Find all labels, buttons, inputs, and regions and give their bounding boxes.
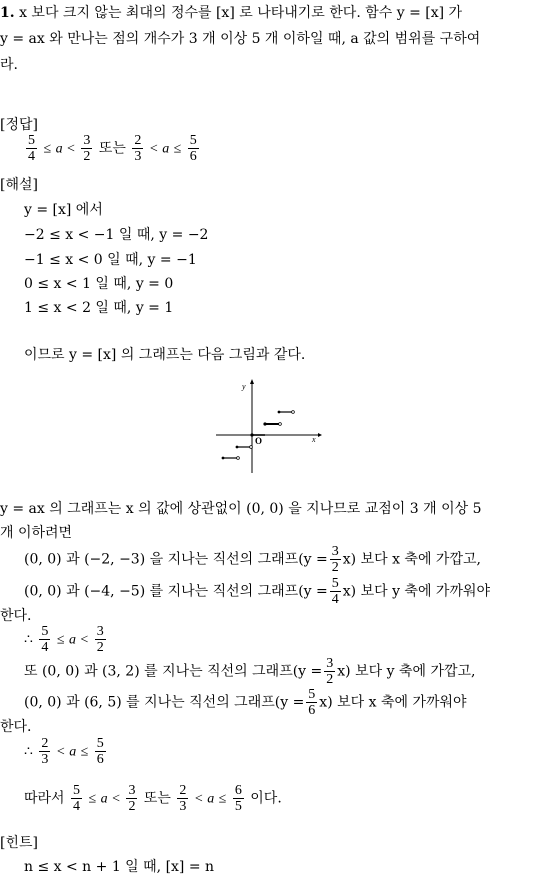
condition-line-2: (0, 0) 과 (−4, −5) 를 지나는 직선의 그래프(y = $\frac{5}{4}$ x) 보다 y 축에 가까워야 xyxy=(24,576,491,607)
problem-line-3: 라. xyxy=(0,57,18,73)
y-axis-label: y xyxy=(242,382,246,391)
x-axis-arrow xyxy=(318,433,322,437)
hint-text: n ≤ x < n + 1 일 때, [x] = n xyxy=(24,859,215,875)
condition-line-3: 또 (0, 0) 과 (3, 2) 를 지나는 직선의 그래프(y = $\frac{3}{2}$ x) 보다 y 축에 가깝고, xyxy=(24,656,476,687)
fraction: $\frac{2}{3}$ xyxy=(134,133,142,164)
condition-line-4-end: 한다. xyxy=(0,719,32,735)
answer-heading: [정답] xyxy=(0,117,38,133)
step-open-dot xyxy=(279,423,282,426)
answer-expression: $\frac{5}{4}$ ≤ a < $\frac{3}{2}$ 또는 $\frac{2}{3}$ < a ≤ $\frac{5}{6}$ xyxy=(28,133,197,164)
problem-line-2: y = ax 와 만나는 점의 개수가 3 개 이상 5 개 이하일 때, a 값의 범위를 구하여 xyxy=(0,31,481,47)
condition-line-2-end: 한다. xyxy=(0,608,32,624)
case-line: 0 ≤ x < 1 일 때, y = 0 xyxy=(24,276,174,292)
fraction: $\frac{5}{4}$ xyxy=(331,576,339,607)
or-word: 또는 xyxy=(98,140,126,157)
fraction: $\frac{5}{6}$ xyxy=(96,736,104,767)
problem-text-1: x 보다 크지 않는 최대의 정수를 [x] 로 나타내기로 한다. 함수 y = [x] 가 xyxy=(19,5,463,21)
hint-heading: [힌트] xyxy=(0,835,38,851)
fraction: $\frac{3}{2}$ xyxy=(331,544,339,575)
step-closed-dot xyxy=(222,457,225,460)
step-closed-dot xyxy=(250,433,253,436)
graph-sentence: 이므로 y = [x] 의 그래프는 다음 그림과 같다. xyxy=(24,347,306,363)
problem-line-1 xyxy=(0,4,462,22)
fraction: $\frac{3}{2}$ xyxy=(83,133,91,164)
fraction: $\frac{2}{3}$ xyxy=(41,736,49,767)
case-line: −1 ≤ x < 0 일 때, y = −1 xyxy=(24,252,197,268)
step-open-dot xyxy=(250,446,253,449)
step-closed-dot xyxy=(263,422,266,425)
fraction: $\frac{2}{3}$ xyxy=(179,783,187,814)
step-closed-dot xyxy=(236,446,239,449)
fraction: $\frac{3}{2}$ xyxy=(326,656,334,687)
x-axis-label: x xyxy=(312,435,316,444)
paragraph-line-1: y = ax 의 그래프는 x 의 값에 상관없이 (0, 0) 을 지나므로 교점이 3 개 이상 5 xyxy=(0,501,482,517)
therefore-line-1: ∴ $\frac{5}{4}$ ≤ a < $\frac{3}{2}$ xyxy=(24,624,104,655)
fraction: $\frac{3}{2}$ xyxy=(128,783,136,814)
solution-heading: [해설] xyxy=(0,177,38,193)
step-open-dot xyxy=(292,411,295,414)
fraction: $\frac{5}{6}$ xyxy=(189,133,197,164)
fraction: $\frac{5}{4}$ xyxy=(73,783,81,814)
y-axis-arrow xyxy=(250,379,254,384)
problem-number: 1. xyxy=(0,5,15,21)
fraction: $\frac{5}{4}$ xyxy=(28,133,35,164)
condition-line-4: (0, 0) 과 (6, 5) 를 지나는 직선의 그래프(y = $\frac{5}{6}$ x) 보다 x 축에 가까워야 xyxy=(24,687,467,718)
fraction: $\frac{6}{5}$ xyxy=(234,783,242,814)
fraction: $\frac{3}{2}$ xyxy=(96,624,104,655)
paragraph-line-2: 개 이하려면 xyxy=(0,525,73,541)
final-conclusion: 따라서 $\frac{5}{4}$ ≤ a < $\frac{3}{2}$ 또는 $\frac{2}{3}$ < a ≤ $\frac{6}{5}$ 이다. xyxy=(24,783,282,814)
step-closed-dot xyxy=(278,411,281,414)
origin-label: O xyxy=(255,436,263,446)
case-line: 1 ≤ x < 2 일 때, y = 1 xyxy=(24,300,174,316)
condition-line-1: (0, 0) 과 (−2, −3) 을 지나는 직선의 그래프(y = $\frac{3}{2}$ x) 보다 x 축에 가깝고, xyxy=(24,544,481,575)
fraction: $\frac{5}{6}$ xyxy=(308,687,316,718)
case-line: −2 ≤ x < −1 일 때, y = −2 xyxy=(24,227,209,243)
therefore-line-2: ∴ $\frac{2}{3}$ < a ≤ $\frac{5}{6}$ xyxy=(24,736,104,767)
solution-intro: y = [x] 에서 xyxy=(24,202,103,218)
floor-function-graph xyxy=(210,375,325,475)
step-open-dot xyxy=(237,457,240,460)
fraction: $\frac{5}{4}$ xyxy=(41,624,49,655)
